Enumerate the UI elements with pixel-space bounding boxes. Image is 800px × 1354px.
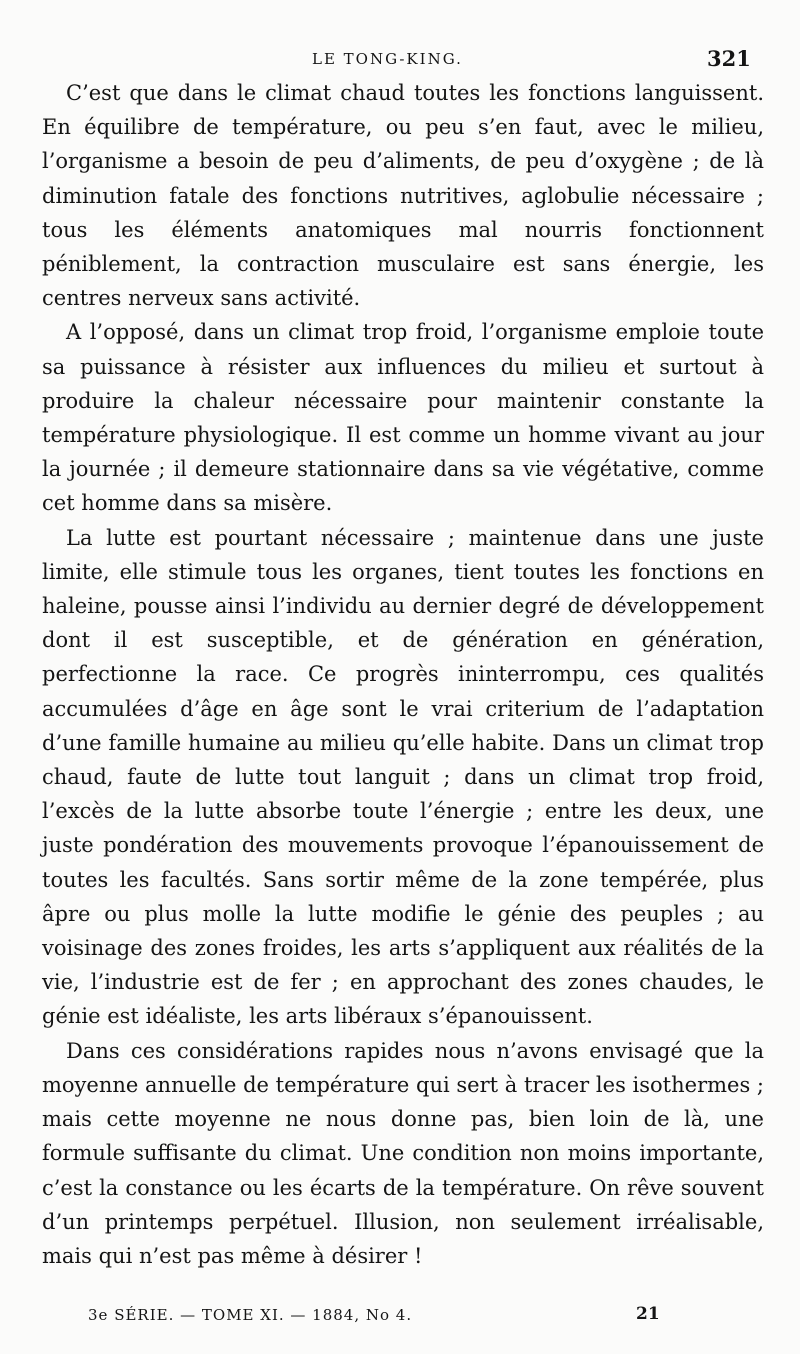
body-text — [42, 76, 764, 1273]
signature-number: 21 — [636, 1304, 660, 1324]
paragraph-2: A l’opposé, dans un climat trop froid, l’organisme emploie toute sa puissance à résister aux influences du milieu et surtout à produire la chaleur nécessaire pour maintenir constante la température physiologique. Il est comme un homme vivant au jour la journée ; il demeure stationnaire dans sa vie végétative, comme cet homme dans sa misère. — [42, 320, 764, 516]
page-number: 321 — [707, 46, 751, 71]
series-line: 3e SÉRIE. — TOME XI. — 1884, No 4. — [88, 1306, 413, 1324]
running-head — [0, 46, 800, 76]
running-title: LE TONG-KING. — [312, 50, 463, 68]
signature-line — [0, 1306, 800, 1332]
paragraph-1: C’est que dans le climat chaud toutes les fonctions languissent. En équilibre de température, ou peu s’en faut, avec le milieu, l’organisme a besoin de peu d’aliments, de peu d’oxygène ; de là diminution fatale des fonctions nutritives, aglobulie nécessaire ; tous les éléments anatomiques mal nourris fonctionnent péniblement, la contraction musculaire est sans énergie, les centres nerveux sans activité. — [42, 81, 764, 311]
paragraph-4: Dans ces considérations rapides nous n’avons envisagé que la moyenne annuelle de température qui sert à tracer les isothermes ; mais cette moyenne ne nous donne pas, bien loin de là, une formule suffisante du climat. Une condition non moins importante, c’est la constance ou les écarts de la température. On rêve souvent d’un printemps perpétuel. Illusion, non seulement irréalisable, mais qui n’est pas même à désirer ! — [42, 1038, 764, 1268]
paragraph-3: La lutte est pourtant nécessaire ; maintenue dans une juste limite, elle stimule tous les organes, tient toutes les fonctions en haleine, pousse ainsi l’individu au dernier degré de développement dont il est susceptible, et de génération en génération, perfectionne la race. Ce progrès ininterrompu, ces qualités accumulées d’âge en âge sont le vrai criterium de l’adaptation d’une famille humaine au milieu qu’elle habite. Dans un climat trop chaud, faute de lutte tout languit ; dans un climat trop froid, l’excès de la lutte absorbe toute l’énergie ; entre les deux, une juste pondération des mouvements provoque l’épanouissement de toutes les facultés. Sans sortir même de la zone tempérée, plus âpre ou plus molle la lutte modifie le génie des peuples ; au voisinage des zones froides, les arts s’appliquent aux réalités de la vie, l’industrie est de fer ; en approchant des zones chaudes, le génie est idéaliste, les arts libéraux s’épanouissent. — [42, 525, 764, 1029]
